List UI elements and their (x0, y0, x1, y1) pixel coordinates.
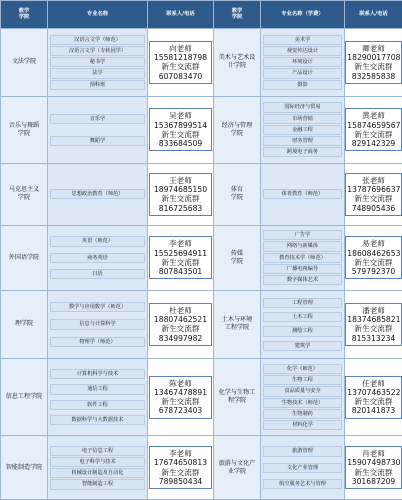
table-row (1, 164, 402, 225)
program-item: 预科班 (50, 80, 145, 90)
program-item: 物理学（师范） (50, 337, 145, 347)
contact-group-label: 新生交流群 (161, 194, 200, 204)
program-item: 计算机科学与技术 (50, 369, 145, 379)
program-item: 生物工程 (263, 375, 342, 385)
college-cell (1, 291, 48, 359)
contact-name: 王老师 (169, 175, 192, 185)
contact-cell (345, 96, 402, 164)
contact-cell (148, 358, 214, 436)
program-cell (48, 291, 148, 359)
table-row (1, 96, 402, 164)
contact-cell (148, 291, 214, 359)
college-name: 信息工程学院 (5, 393, 43, 401)
contact-group-label: 新生交流群 (354, 397, 393, 407)
contact-name: 肖老师 (362, 449, 385, 459)
program-item: 金融工程 (263, 125, 342, 135)
program-item: 国际经济与贸易 (263, 102, 342, 112)
contact-group-label: 新生交流群 (354, 324, 393, 334)
program-item: 建筑学 (263, 341, 342, 351)
program-item: 网络与新媒体 (263, 241, 342, 251)
contact-group-number: 579792370 (351, 267, 396, 277)
program-cell (48, 436, 148, 500)
contact-group-label: 新生交流群 (161, 324, 200, 334)
program-item: 思想政治教育（师范） (50, 189, 145, 199)
program-item: 信息与计算科学 (50, 319, 145, 329)
program-item: 产品设计 (263, 68, 342, 78)
contact-name: 任老师 (362, 378, 385, 388)
contact-name: 吴老师 (169, 111, 192, 121)
college-cell (214, 358, 261, 436)
college-name: 美术与艺术设 计学院 (218, 54, 256, 70)
contact-name: 李老师 (169, 449, 192, 459)
program-item: 智能制造工程 (50, 479, 145, 489)
college-cell (1, 29, 48, 97)
table-row (1, 436, 402, 500)
contact-group-number: 829142329 (351, 139, 396, 149)
program-item: 广告学 (263, 230, 342, 240)
program-item: 体育教育（师范） (263, 189, 342, 199)
header-contact-right: 联系人/电话 (345, 1, 402, 29)
college-cell (214, 436, 261, 500)
program-item: 日语 (50, 269, 145, 279)
college-cell (214, 225, 261, 291)
contact-phone: 15907498730 (347, 458, 401, 468)
program-item: 视觉传达设计 (263, 46, 342, 56)
contact-group-number: 678723403 (158, 406, 203, 416)
college-name: 音乐与舞蹈 学院 (8, 121, 40, 137)
program-cell (261, 225, 345, 291)
contact-group-number: 607083470 (158, 71, 203, 81)
contact-phone: 13787696637 (347, 185, 401, 195)
table-row (1, 225, 402, 291)
table-row (1, 291, 402, 359)
contact-cell (345, 436, 402, 500)
contact-cell (148, 29, 214, 97)
program-item: 音乐学 (50, 114, 145, 124)
program-item: 汉语言文学（专转因学） (50, 46, 145, 56)
college-name: 文法学院 (11, 58, 37, 66)
contact-group-label: 新生交流群 (161, 467, 200, 477)
contact-name: 向老师 (169, 43, 192, 53)
program-item: 英语（师范） (50, 236, 145, 246)
contact-group-number: 807843501 (158, 267, 203, 277)
program-cell (261, 436, 345, 500)
program-item: 土木工程 (263, 312, 342, 322)
program-item: 汉语言文学（师范） (50, 35, 145, 45)
program-cell (48, 225, 148, 291)
program-cell (261, 96, 345, 164)
college-name: 化学与生物工 程学院 (218, 389, 256, 405)
program-item: 测绘工程 (263, 326, 342, 336)
program-item: 环境设计 (263, 57, 342, 67)
program-cell (48, 358, 148, 436)
college-cell (1, 225, 48, 291)
program-item: 软件工程 (50, 400, 145, 410)
header-college-left: 教学 学院 (1, 1, 48, 29)
contact-cell (148, 96, 214, 164)
program-item: 法学 (50, 68, 145, 78)
program-item: 生物制药 (263, 409, 342, 419)
program-item: 广播电视编导 (263, 264, 342, 274)
program-cell (261, 164, 345, 225)
header-program-left: 专业名称 (48, 1, 148, 29)
program-item: 通信工程 (50, 384, 145, 394)
contact-group-label: 新生交流群 (161, 129, 200, 139)
program-item: 数据科学与大数据技术 (50, 415, 145, 425)
program-item: 数学与应用数学（师范） (50, 302, 145, 312)
contact-group-number: 834997982 (158, 333, 203, 343)
contact-phone: 18974685150 (153, 185, 208, 195)
contact-cell (148, 164, 214, 225)
header-college-right: 教学 学院 (214, 1, 261, 29)
contact-group-label: 新生交流群 (354, 467, 393, 477)
contact-cell (345, 29, 402, 97)
contact-phone: 13467478891 (153, 387, 208, 397)
program-item: 市场营销 (263, 114, 342, 124)
program-cell (48, 164, 148, 225)
program-cell (261, 291, 345, 359)
contact-phone: 18374685821 (347, 315, 401, 325)
college-name: 外国语学院 (8, 253, 40, 261)
program-item: 旅游管理 (263, 446, 342, 456)
program-item: 摄影 (263, 80, 342, 90)
program-item: 生物技术（师范） (263, 398, 342, 408)
contact-group-label: 新生交流群 (161, 257, 200, 267)
contact-group-number: 815313234 (351, 333, 396, 343)
contact-group-label: 新生交流群 (354, 129, 393, 139)
contact-group-label: 新生交流群 (354, 62, 393, 72)
contact-name: 潘老师 (362, 305, 385, 315)
header-contact-left: 联系人/电话 (148, 1, 214, 29)
table-row (1, 29, 402, 97)
program-item: 化学（师范） (263, 364, 342, 374)
program-item: 舞蹈学 (50, 136, 145, 146)
program-cell (261, 29, 345, 97)
college-name: 智能制造学院 (5, 463, 43, 471)
college-name: 传媒 学院 (230, 249, 244, 265)
contact-phone: 18608462653 (347, 248, 401, 258)
college-cell (214, 291, 261, 359)
program-item: 美术学 (263, 35, 342, 45)
contact-cell (148, 225, 214, 291)
contact-cell (345, 358, 402, 436)
contact-phone: 15874659567 (347, 120, 401, 130)
program-item: 材料化学 (263, 420, 342, 430)
contact-group-label: 新生交流群 (161, 62, 200, 72)
contact-name: 张老师 (362, 175, 385, 185)
college-name: 经济与管理 学院 (221, 121, 253, 137)
contact-group-number: 832585838 (351, 71, 396, 81)
contact-group-number: 301687209 (351, 476, 396, 486)
header-program-right: 专业名称（学费） (261, 1, 345, 29)
contact-phone: 13707463522 (347, 387, 401, 397)
contact-group-label: 新生交流群 (354, 257, 393, 267)
college-cell (214, 29, 261, 97)
contact-name: 卿老师 (362, 43, 385, 53)
program-item: 文化产业管理 (263, 463, 342, 473)
contact-name: 陈老师 (169, 378, 192, 388)
contact-group-label: 新生交流群 (161, 397, 200, 407)
contact-name: 李老师 (169, 239, 192, 249)
college-name: 理学院 (14, 320, 34, 328)
program-item: 教育技术学（师范） (263, 253, 342, 263)
contact-cell (345, 291, 402, 359)
contact-name: 易老师 (362, 239, 385, 249)
table-row (1, 358, 402, 436)
college-cell (1, 96, 48, 164)
contact-cell (345, 225, 402, 291)
contact-cell (345, 164, 402, 225)
college-cell (214, 164, 261, 225)
contact-phone: 15525694911 (153, 248, 208, 258)
contact-group-number: 820141873 (351, 406, 396, 416)
contact-phone: 15367899514 (153, 120, 208, 130)
program-item: 跨境电子商务 (263, 147, 342, 157)
contact-group-number: 833684509 (158, 139, 203, 149)
program-item: 财务管理 (263, 136, 342, 146)
program-item: 食品质量与安全 (263, 386, 342, 396)
contact-phone: 18290017708 (347, 53, 401, 63)
program-item: 数字媒体艺术 (263, 275, 342, 285)
program-item: 秘书学 (50, 57, 145, 67)
program-cell (48, 96, 148, 164)
contact-cell (148, 436, 214, 500)
college-name: 体育 学院 (230, 186, 244, 202)
program-item: 工程管理 (263, 298, 342, 308)
college-cell (1, 436, 48, 500)
contact-group-number: 789850434 (158, 476, 203, 486)
contact-name: 杜老师 (169, 305, 192, 315)
program-item: 电子科学与技术 (50, 457, 145, 467)
contact-group-number: 816725683 (158, 203, 203, 213)
program-item: 机械设计制造及自动化 (50, 468, 145, 478)
college-cell (214, 96, 261, 164)
college-cell (1, 164, 48, 225)
program-item: 商务英语 (50, 253, 145, 263)
program-cell (48, 29, 148, 97)
college-name: 旅游与文化产 业学院 (218, 459, 256, 475)
program-cell (261, 358, 345, 436)
contact-phone: 17674650813 (153, 458, 208, 468)
college-cell (1, 358, 48, 436)
college-name: 土木与环境 工程学院 (221, 316, 253, 332)
contact-phone: 18807462521 (153, 315, 208, 325)
contact-name: 黄老师 (362, 111, 385, 121)
contact-phone: 15581218798 (153, 53, 208, 63)
program-item: 电子信息工程 (50, 446, 145, 456)
contact-group-label: 新生交流群 (354, 194, 393, 204)
contact-group-number: 748905436 (351, 203, 396, 213)
program-item: 航空服务艺术与管理 (263, 479, 342, 489)
college-name: 马克思主义 学院 (8, 186, 40, 202)
